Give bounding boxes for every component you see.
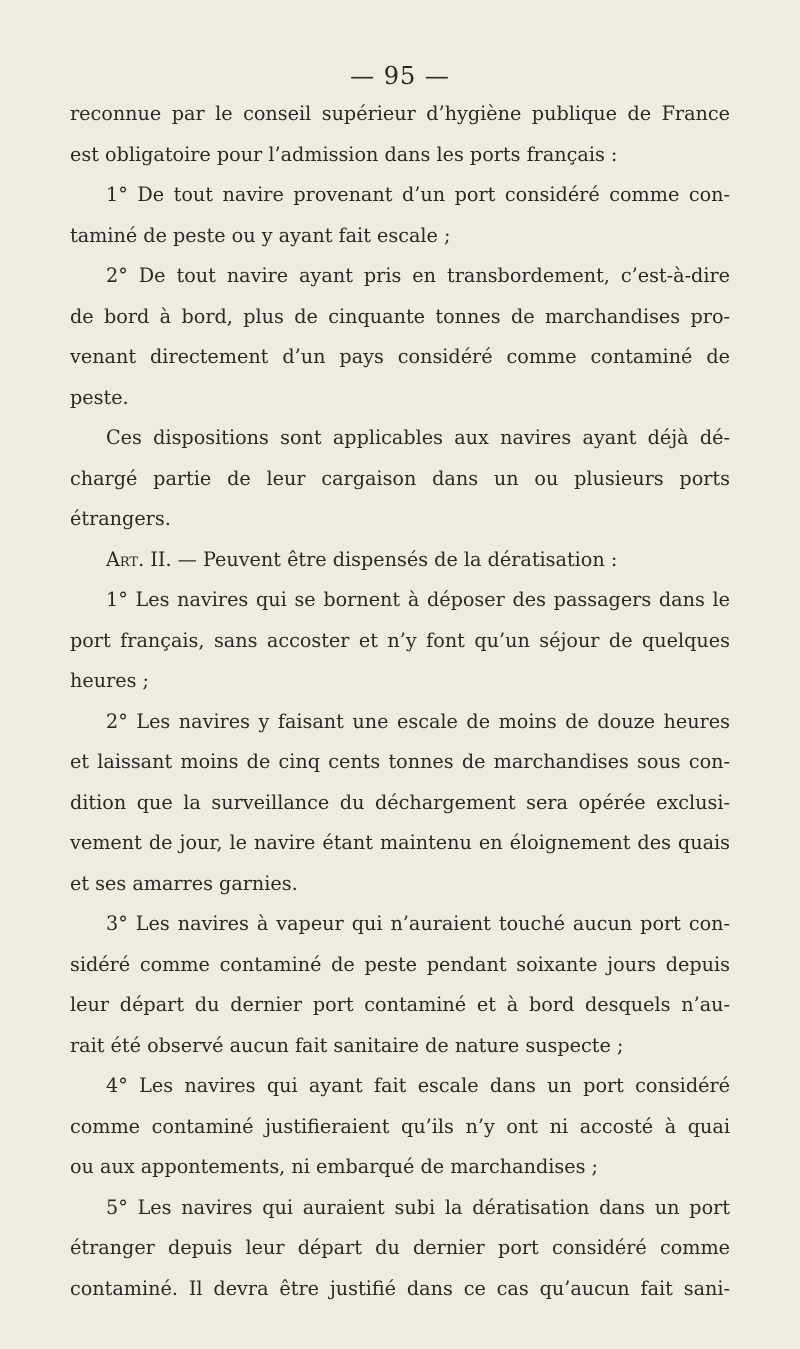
- page-number: — 95 —: [350, 62, 450, 90]
- text-line: et ses amarres garnies.: [70, 871, 298, 895]
- text-line: heures ;: [70, 669, 150, 692]
- text-line: 1° De tout navire provenant d’un port considéré comme con-: [106, 183, 730, 206]
- text-line: ou aux appontements, ni embarqué de marchandises ;: [70, 1155, 598, 1178]
- text-line: 2° Les navires y faisant une escale de moins de douze heures: [106, 709, 730, 733]
- body-text: [70, 94, 730, 1309]
- text-line: 5° Les navires qui auraient subi la dératisation dans un port: [106, 1195, 730, 1219]
- text-line: de bord à bord, plus de cinquante tonnes de marchandises pro-: [70, 304, 730, 328]
- article-heading-line: [70, 540, 730, 581]
- text-line: sidéré comme contaminé de peste pendant soixante jours depuis: [70, 952, 730, 976]
- text-line: dition que la surveillance du déchargement sera opérée exclusi-: [70, 790, 730, 814]
- text-line: chargé partie de leur cargaison dans un ou plusieurs ports: [70, 466, 730, 490]
- text-line: comme contaminé justifieraient qu’ils n’y ont ni accosté à quai: [70, 1114, 730, 1138]
- text-line: rait été observé aucun fait sanitaire de nature suspecte ;: [70, 1033, 624, 1057]
- text-line: contaminé. Il devra être justifié dans ce cas qu’aucun fait sani-: [70, 1276, 730, 1300]
- text-line: 3° Les navires à vapeur qui n’auraient touché aucun port con-: [106, 912, 730, 935]
- text-line: 2° De tout navire ayant pris en transbordement, c’est-à-dire: [106, 264, 730, 287]
- article-label: Art. II.: [106, 547, 172, 571]
- text-line: étranger depuis leur départ du dernier port considéré comme: [70, 1236, 730, 1259]
- text-line: taminé de peste ou y ayant fait escale ;: [70, 223, 451, 247]
- text-line: 4° Les navires qui ayant fait escale dans un port considéré: [106, 1074, 730, 1097]
- text-line: peste.: [70, 385, 129, 409]
- text-line: reconnue par le conseil supérieur d’hygiène publique de France: [70, 102, 730, 125]
- text-line: 1° Les navires qui se bornent à déposer des passagers dans le: [106, 588, 730, 611]
- text-line: Ces dispositions sont applicables aux navires ayant déjà dé-: [106, 426, 730, 449]
- text-line: et laissant moins de cinq cents tonnes de marchandises sous con-: [70, 750, 730, 773]
- text-line: vement de jour, le navire étant maintenu en éloignement des quais: [70, 831, 730, 854]
- text-line: étrangers.: [70, 507, 171, 530]
- text-line: venant directement d’un pays considéré comme contaminé de: [70, 345, 730, 368]
- text-line: est obligatoire pour l’admission dans les ports français :: [70, 142, 618, 166]
- article-text: — Peuvent être dispensés de la dératisation :: [177, 547, 618, 571]
- text-line: leur départ du dernier port contaminé et à bord desquels n’au-: [70, 993, 730, 1016]
- text-line: port français, sans accoster et n’y font qu’un séjour de quelques: [70, 628, 730, 652]
